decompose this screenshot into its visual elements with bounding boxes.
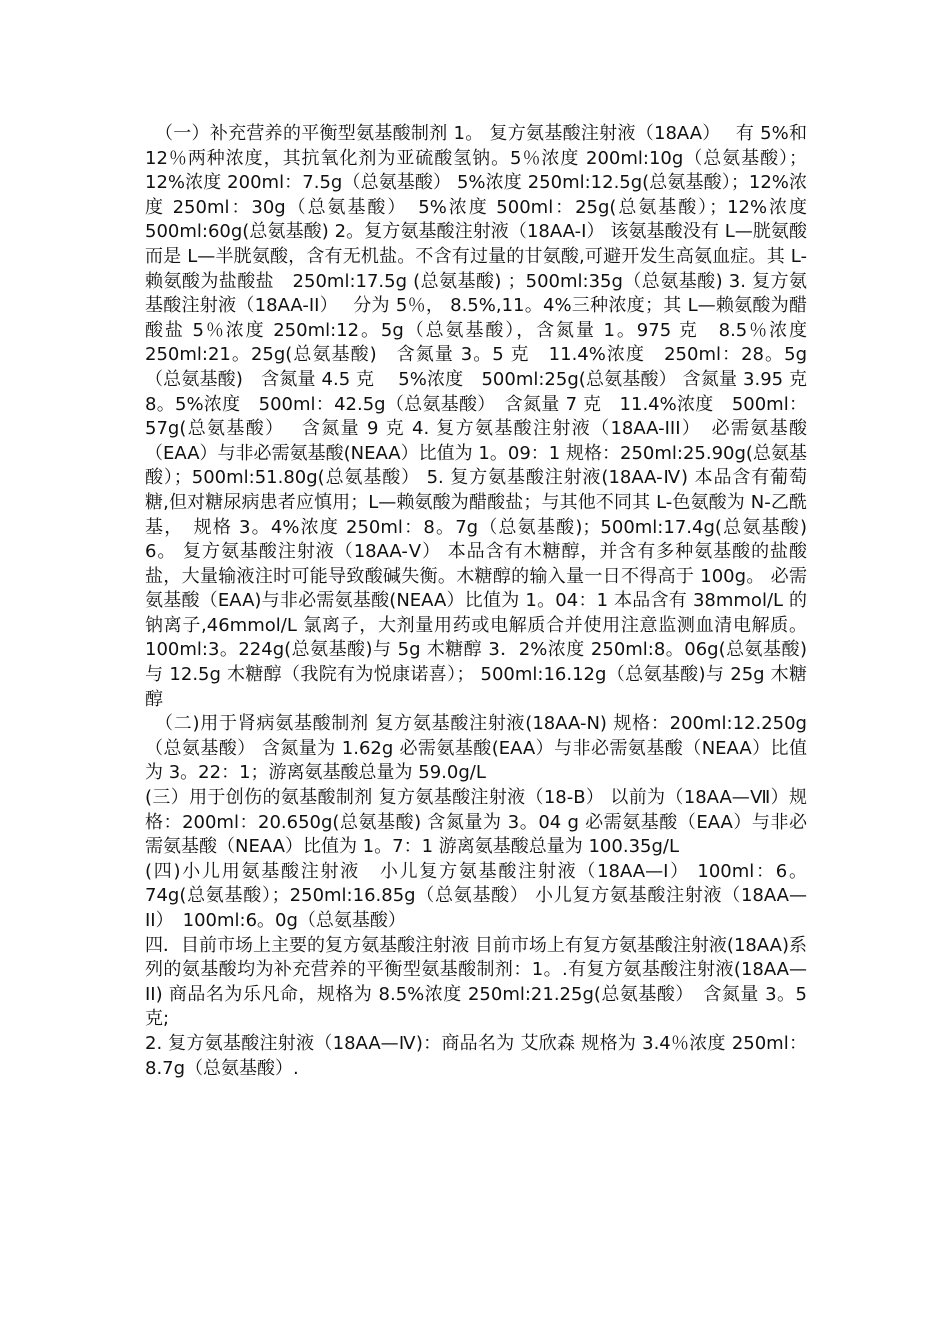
paragraph-trauma-amino-acids: (三）用于创伤的氨基酸制剂 复方氨基酸注射液（18-B） 以前为（18AA—Ⅶ）规格：200ml：20.650g(总氨基酸) 含氮量为 3。04 g 必需氨基酸（EAA）与非必需氨基酸（NEAA）比值为 1。7：1 游离氨基酸总量为 100.35g/L <box>145 787 807 858</box>
paragraph-market-product-2: 2. 复方氨基酸注射液（18AA—Ⅳ)：商品名为 艾欣森 规格为 3.4％浓度 250ml：8.7g（总氨基酸）. <box>145 1032 807 1079</box>
document-body <box>145 122 831 1081</box>
paragraph-market-products: 四．目前市场上主要的复方氨基酸注射液 目前市场上有复方氨基酸注射液(18AA)系列的氨基酸均为补充营养的平衡型氨基酸制剂：1。.有复方氨基酸注射液(18AA—II) 商品名为乐凡命，规格为 8.5%浓度 250ml:21.25g(总氨基酸） 含氮量 3。5 克; <box>145 934 807 1030</box>
paragraph-pediatric-amino-acids: (四)小儿用氨基酸注射液 小儿复方氨基酸注射液（18AA—I） 100ml：6。74g(总氨基酸）；250ml:16.85g（总氨基酸） 小儿复方氨基酸注射液（18AA—II） 100ml:6。0g（总氨基酸） <box>145 860 807 931</box>
paragraph-kidney-amino-acids: （二)用于肾病氨基酸制剂 复方氨基酸注射液(18AA-N) 规格：200ml:12.250g（总氨基酸） 含氮量为 1.62g 必需氨基酸(EAA）与非必需氨基酸（NEAA）比值为 3。22：1；游离氨基酸总量为 59.0g/L <box>145 713 807 784</box>
paragraph-nutrition-amino-acids: （一）补充营养的平衡型氨基酸制剂 1。 复方氨基酸注射液（18AA） 有 5%和 12％两种浓度，其抗氧化剂为亚硫酸氢钠。5％浓度 200ml:10g（总氨基酸）； 12%浓度 200ml：7.5g（总氨基酸） 5%浓度 250ml:12.5g(总氨基酸）；12%浓度 250ml：30g（总氨基酸） 5%浓度 500ml：25g(总氨基酸）；12%浓度 500ml:60g(总氨基酸) 2。复方氨基酸注射液（18AA-I） 该氨基酸没有 L—胱氨酸而是 L—半胱氨酸，含有无机盐。不含有过量的甘氨酸,可避开发生高氨血症。其 L-赖氨酸为盐酸盐 250ml:17.5g (总氨基酸) ；500ml:35g（总氨基酸) 3. 复方氨基酸注射液（18AA-II） 分为 5％， 8.5%,11。4%三种浓度；其 L—赖氨酸为醋酸盐 5％浓度 250ml:12。5g（总氨基酸），含氮量 1。975 克 8.5％浓度 250ml:21。25g(总氨基酸) 含氮量 3。5 克 11.4%浓度 250ml：28。5g（总氨基酸) 含氮量 4.5 克 5%浓度 500ml:25g(总氨基酸） 含氮量 3.95 克 8。5%浓度 500ml：42.5g（总氨基酸） 含氮量 7 克 11.4%浓度 500ml：57g(总氨基酸） 含氮量 9 克 4. 复方氨基酸注射液（18AA-III） 必需氨基酸（EAA）与非必需氨基酸(NEAA）比值为 1。09：1 规格：250ml:25.90g(总氨基酸）；500ml:51.80g(总氨基酸） 5. 复方氨基酸注射液(18AA-Ⅳ) 本品含有葡萄糖,但对糖尿病患者应慎用；L—赖氨酸为醋酸盐；与其他不同其 L-色氨酸为 N-乙酰基， 规格 3。4%浓度 250ml：8。7g（总氨基酸)；500ml:17.4g(总氨基酸) 6。 复方氨基酸注射液（18AA-Ⅴ） 本品含有木糖醇，并含有多种氨基酸的盐酸盐，大量输液注时可能导致酸碱失衡。木糖醇的输入量一日不得高于 100g。 必需氨基酸（EAA)与非必需氨基酸(NEAA）比值为 1。04：1 本品含有 38mmol/L 的钠离子,46mmol/L 氯离子，大剂量用药或电解质合并使用注意监测血清电解质。100ml:3。224g(总氨基酸)与 5g 木糖醇 3．2%浓度 250ml:8。06g(总氨基酸)与 12.5g 木糖醇（我院有为悦康诺喜）； 500ml:16.12g（总氨基酸)与 25g 木糖醇 <box>145 123 831 710</box>
